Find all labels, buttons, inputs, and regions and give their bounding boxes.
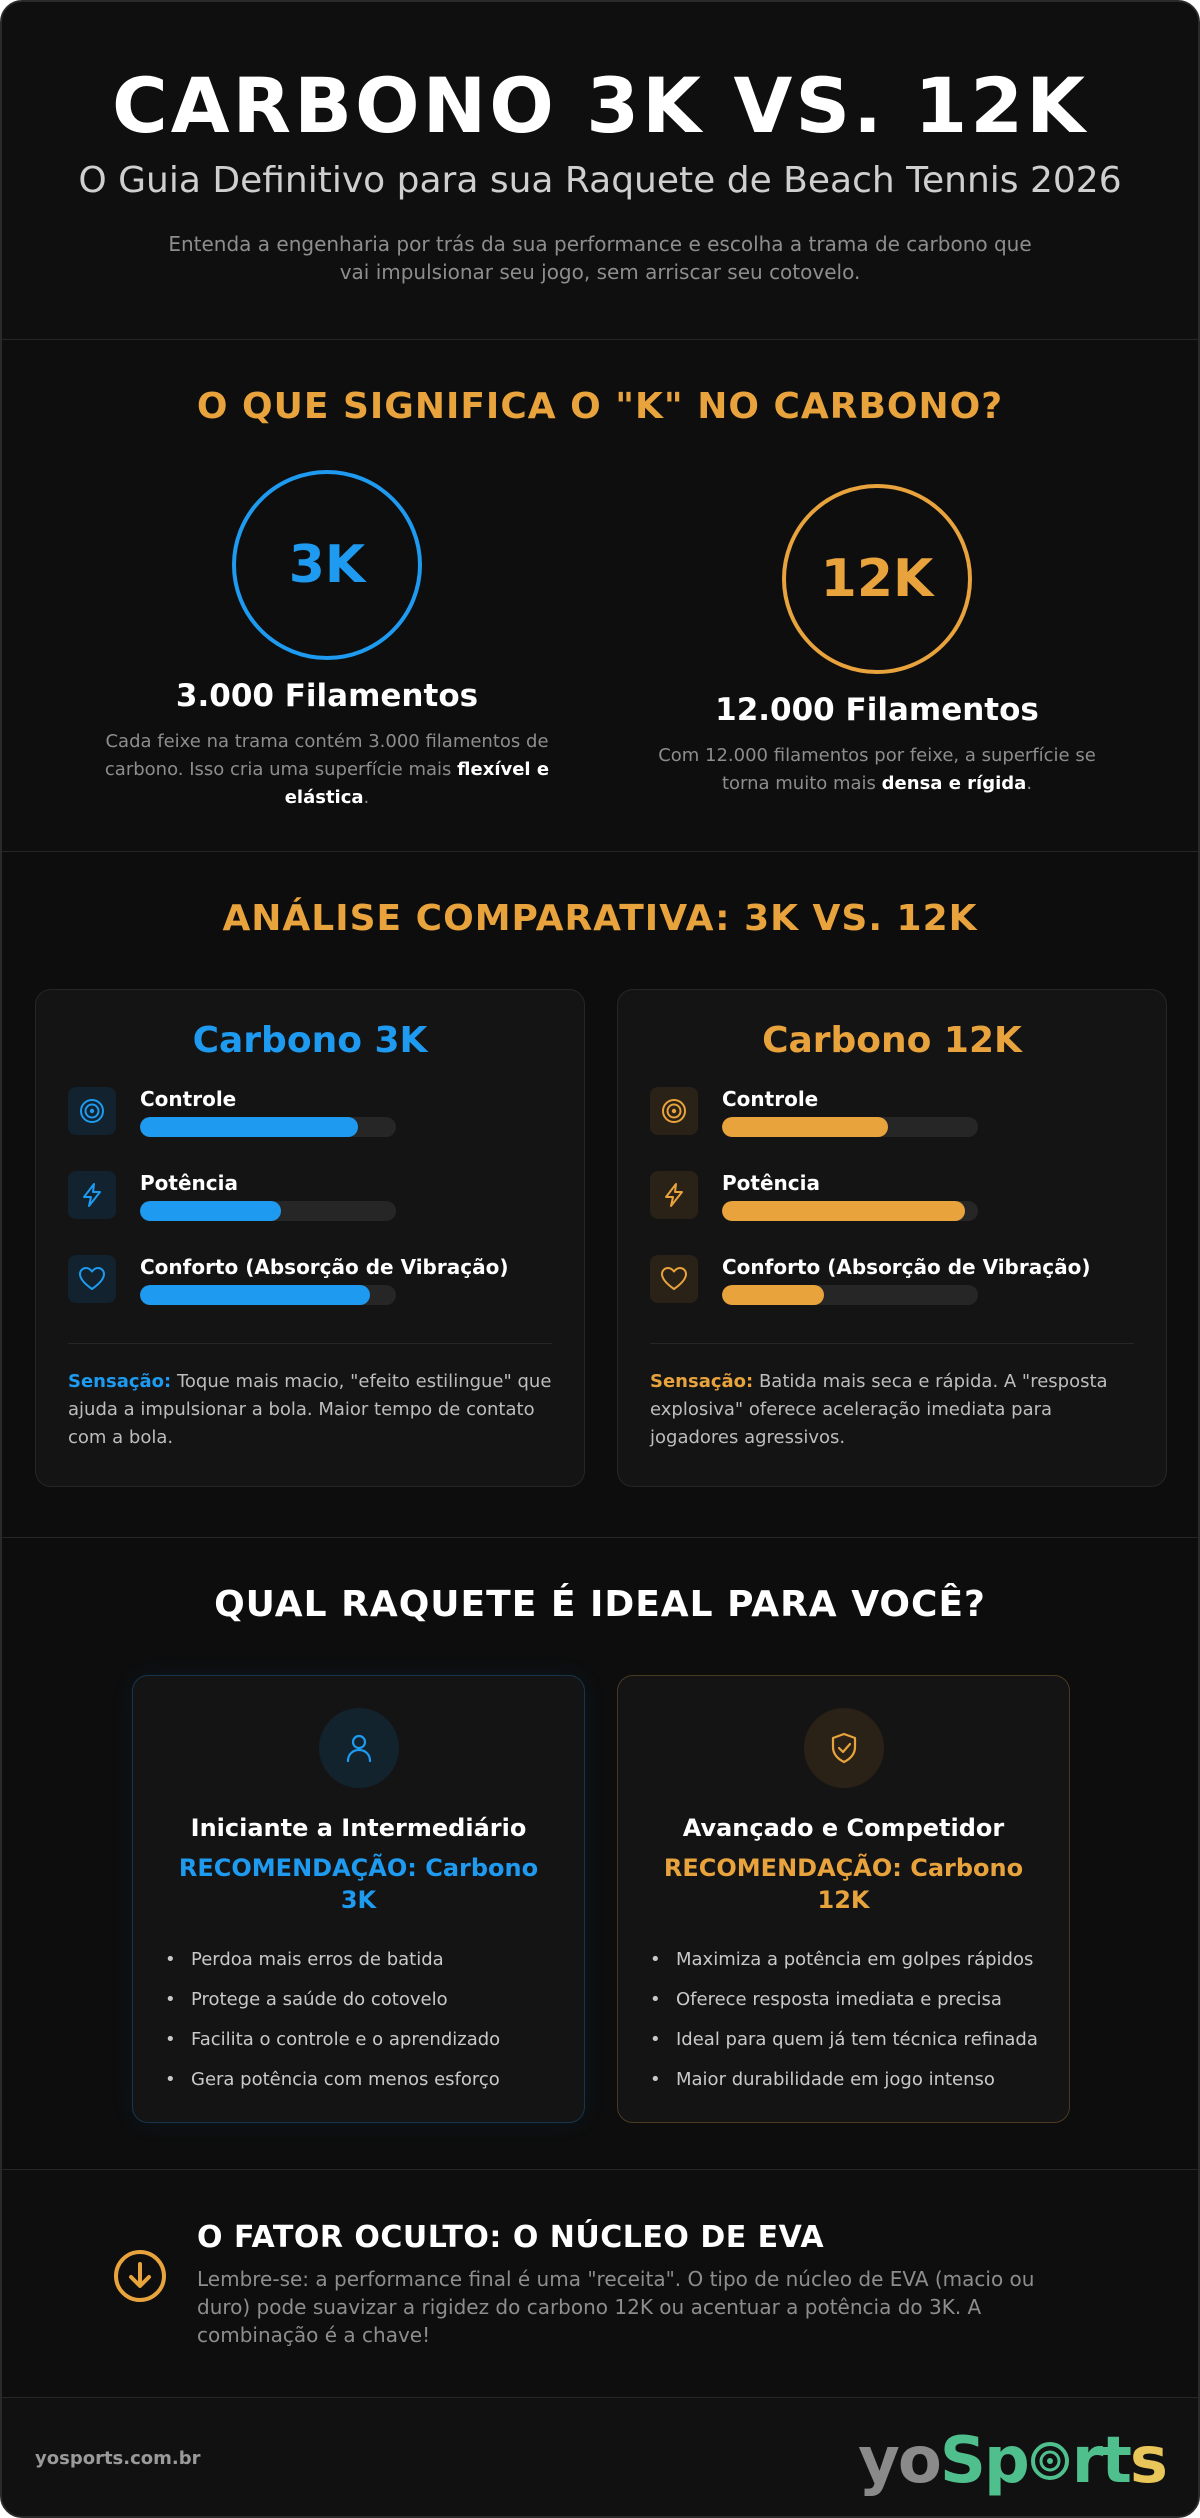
comparison-card-12k — [617, 989, 1167, 1487]
metric-row — [68, 1087, 552, 1171]
sensation-line-2: ajuda a impulsionar a bola. Maior tempo de contato — [68, 1399, 535, 1420]
recommendation-card-beginner — [132, 1675, 585, 2123]
list-item: • Perdoa mais erros de batida — [165, 1940, 584, 1980]
hero-intro — [150, 230, 1050, 286]
metric-body — [140, 1255, 508, 1305]
recommendation-text: RECOMENDAÇÃO: Carbono 12K — [663, 1854, 1024, 1914]
hidden-factor-section — [2, 2170, 1198, 2398]
ideal-racket-section — [2, 1538, 1198, 2170]
metric-bar — [722, 1201, 978, 1221]
k12-description — [647, 742, 1107, 798]
recommendation-text: RECOMENDAÇÃO: Carbono 3K — [178, 1854, 539, 1914]
metric-bar-fill — [140, 1285, 370, 1305]
sensation-line-1: Toque mais macio, "efeito estilingue" que — [171, 1371, 552, 1392]
divider — [68, 1343, 552, 1344]
hidden-text-line-3: combinação é a chave! — [197, 2323, 431, 2347]
shield-check-icon — [804, 1708, 884, 1788]
card-title: Carbono 12K — [762, 1020, 1022, 1061]
k12-column — [647, 484, 1107, 798]
metric-label: Controle — [722, 1087, 819, 1111]
k3-text-end: . — [363, 787, 370, 808]
sensation-label: Sensação: — [650, 1371, 754, 1392]
logo-part-yo: yo — [858, 2424, 940, 2498]
k3-bold-b: elástica — [284, 787, 364, 808]
metric-body — [722, 1171, 978, 1221]
page-title: CARBONO 3K VS. 12K — [111, 61, 1089, 150]
k12-ring-badge: 12K — [782, 484, 972, 674]
k-meaning-section — [2, 340, 1198, 852]
sensation-text — [68, 1368, 552, 1452]
k3-heading: 3.000 Filamentos — [175, 678, 479, 714]
metric-bar — [722, 1117, 978, 1137]
logo-part-s: s — [1129, 2424, 1166, 2498]
benefit-list — [650, 1940, 1069, 2100]
metric-bar — [140, 1285, 396, 1305]
list-item: • Maximiza a potência em golpes rápidos — [650, 1940, 1069, 1980]
list-item: • Protege a saúde do cotovelo — [165, 1980, 584, 2020]
hero-section — [2, 2, 1198, 340]
ball-icon — [1030, 2441, 1070, 2481]
metric-label: Potência — [140, 1171, 238, 1195]
metric-bar-fill — [722, 1285, 824, 1305]
sensation-text — [650, 1368, 1134, 1452]
sensation-line-1: Batida mais seca e rápida. A "resposta — [753, 1371, 1108, 1392]
benefit-list — [165, 1940, 584, 2100]
card-title: Carbono 3K — [192, 1020, 428, 1061]
list-item: • Maior durabilidade em jogo intenso — [650, 2060, 1069, 2100]
metric-label: Conforto (Absorção de Vibração) — [140, 1255, 509, 1279]
user-icon — [319, 1708, 399, 1788]
hero-intro-line-2: vai impulsionar seu jogo, sem arriscar seu cotovelo. — [339, 260, 861, 284]
hero-intro-line-1: Entenda a engenharia por trás da sua performance e escolha a trama de carbono que — [168, 232, 1032, 256]
sensation-label: Sensação: — [68, 1371, 172, 1392]
hidden-factor-body — [197, 2220, 1077, 2349]
hidden-text-line-1: Lembre-se: a performance final é uma "receita". O tipo de núcleo de EVA (macio ou — [197, 2267, 1035, 2291]
metric-label: Conforto (Absorção de Vibração) — [722, 1255, 1091, 1279]
metric-row — [68, 1255, 552, 1339]
k12-bold: densa e rígida — [881, 773, 1027, 794]
hidden-factor-title: O FATOR OCULTO: O NÚCLEO DE EVA — [197, 2220, 825, 2255]
k12-text-line-2: torna muito mais — [721, 773, 882, 794]
metric-bar-fill — [722, 1201, 965, 1221]
k12-text-end: . — [1026, 773, 1033, 794]
list-item: • Oferece resposta imediata e precisa — [650, 1980, 1069, 2020]
footer — [2, 2398, 1198, 2518]
heart-icon — [650, 1255, 698, 1303]
profile-heading: Avançado e Competidor — [682, 1814, 1005, 1842]
metric-row — [650, 1087, 1134, 1171]
comparison-card-3k — [35, 989, 585, 1487]
metric-label: Potência — [722, 1171, 820, 1195]
profile-heading: Iniciante a Intermediário — [190, 1814, 527, 1842]
sensation-line-3: jogadores agressivos. — [650, 1427, 846, 1448]
footer-website-link[interactable]: yosports.com.br — [35, 2448, 201, 2469]
lightning-icon — [68, 1171, 116, 1219]
page-subtitle: O Guia Definitivo para sua Raquete de Beach Tennis 2026 — [78, 160, 1122, 201]
metric-body — [140, 1171, 396, 1221]
sensation-line-2: explosiva" oferece aceleração imediata para — [650, 1399, 1053, 1420]
arrow-down-circle-icon — [112, 2248, 168, 2304]
ideal-title: QUAL RAQUETE É IDEAL PARA VOCÊ? — [214, 1584, 986, 1625]
sensation-line-3: com a bola. — [68, 1427, 174, 1448]
k-section-title: O QUE SIGNIFICA O "K" NO CARBONO? — [196, 386, 1004, 427]
logo-part-rt: rt — [1071, 2424, 1130, 2498]
target-icon — [650, 1087, 698, 1135]
metric-bar — [722, 1285, 978, 1305]
metric-bar-fill — [140, 1117, 358, 1137]
target-icon — [68, 1087, 116, 1135]
comparison-title: ANÁLISE COMPARATIVA: 3K VS. 12K — [222, 898, 978, 939]
heart-icon — [68, 1255, 116, 1303]
metric-label: Controle — [140, 1087, 237, 1111]
yosports-logo — [858, 2424, 1166, 2498]
k3-column — [97, 470, 557, 812]
list-item: • Gera potência com menos esforço — [165, 2060, 584, 2100]
metric-body — [140, 1087, 396, 1137]
k3-text-line-2: carbono. Isso cria uma superfície mais — [104, 759, 458, 780]
k3-text-line-1: Cada feixe na trama contém 3.000 filamentos de — [105, 731, 549, 752]
metric-body — [722, 1087, 978, 1137]
list-item: • Facilita o controle e o aprendizado — [165, 2020, 584, 2060]
lightning-icon — [650, 1171, 698, 1219]
metric-bar-fill — [722, 1117, 888, 1137]
metric-row — [650, 1255, 1134, 1339]
k12-heading: 12.000 Filamentos — [715, 692, 1039, 728]
list-item: • Ideal para quem já tem técnica refinada — [650, 2020, 1069, 2060]
metric-bar — [140, 1117, 396, 1137]
logo-part-sp: Sp — [939, 2424, 1028, 2498]
recommendation-card-advanced — [617, 1675, 1070, 2123]
k3-description — [97, 728, 557, 812]
hidden-text-line-2: duro) pode suavizar a rigidez do carbono 12K ou acentuar a potência do 3K. A — [197, 2295, 982, 2319]
metric-body — [722, 1255, 1090, 1305]
k3-ring-badge: 3K — [232, 470, 422, 660]
k12-text-line-1: Com 12.000 filamentos por feixe, a superfície se — [658, 745, 1096, 766]
metric-row — [68, 1171, 552, 1255]
hidden-factor-text — [197, 2265, 1077, 2349]
comparison-section — [2, 852, 1198, 1538]
k3-bold-a: flexível e — [457, 759, 550, 780]
metric-bar-fill — [140, 1201, 281, 1221]
divider — [650, 1343, 1134, 1344]
metric-row — [650, 1171, 1134, 1255]
metric-bar — [140, 1201, 396, 1221]
